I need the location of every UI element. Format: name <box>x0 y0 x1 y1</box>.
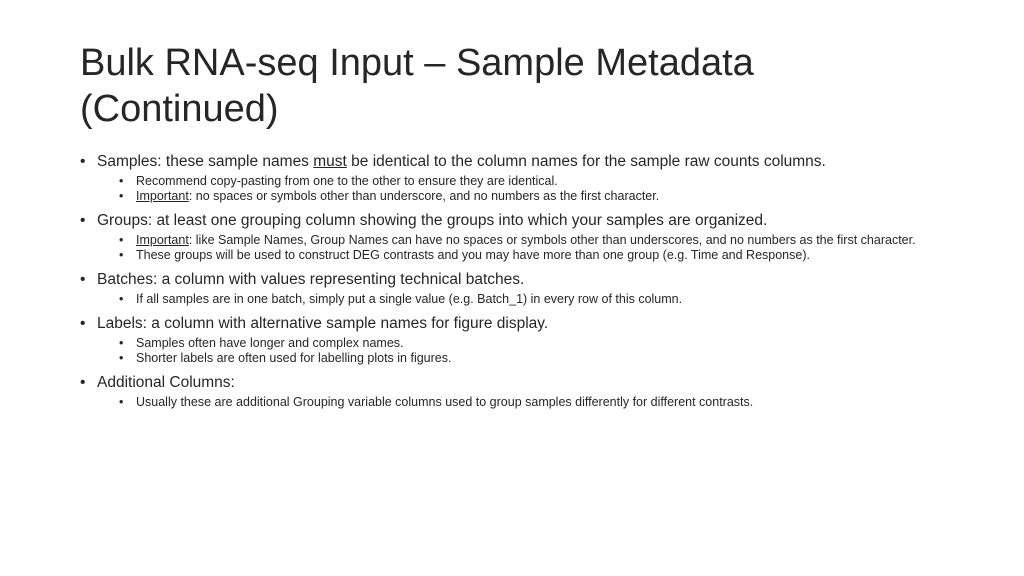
bullet-icon: • <box>119 248 124 262</box>
sub-bullet <box>119 395 960 409</box>
sub-bullet-lead: Important <box>136 233 189 247</box>
bullet-text-cont: be identical to the column names for the sample raw counts columns. <box>346 153 826 170</box>
bullet-icon: • <box>119 292 124 306</box>
bullet-icon: • <box>119 395 124 409</box>
sub-bullet-text: These groups will be used to construct DEG contrasts and you may have more than one group (e.g. Time and Response). <box>136 248 810 262</box>
bullet-text: Samples: these sample names <box>97 153 314 170</box>
sub-bullet <box>119 248 960 262</box>
bullet-icon: • <box>80 212 86 229</box>
bullet-icon: • <box>80 153 86 170</box>
sub-bullet-text: If all samples are in one batch, simply put a single value (e.g. Batch_1) in every row of this column. <box>136 292 683 306</box>
sub-bullet <box>119 351 960 365</box>
bullet-batches <box>80 270 960 306</box>
sub-bullet-lead: Important <box>136 189 189 203</box>
sub-bullet <box>119 292 960 306</box>
sub-bullet-list <box>97 336 960 365</box>
sub-bullet <box>119 233 960 247</box>
sub-bullet-list <box>97 233 960 262</box>
slide-title <box>80 40 980 132</box>
sub-bullet-text: Usually these are additional Grouping variable columns used to group samples differently for different contrasts. <box>136 395 754 409</box>
bullet-icon: • <box>119 233 124 247</box>
slide-title-line-1: Bulk RNA-seq Input – Sample Metadata <box>80 42 754 84</box>
bullet-icon: • <box>80 315 86 332</box>
bullet-icon: • <box>80 374 86 391</box>
bullet-groups <box>80 211 960 262</box>
bullet-icon: • <box>80 271 86 288</box>
sub-bullet <box>119 336 960 350</box>
slide-body <box>80 152 960 409</box>
sub-bullet-text: : no spaces or symbols other than underscore, and no numbers as the first character. <box>188 189 660 203</box>
sub-bullet-text: Shorter labels are often used for labelling plots in figures. <box>136 351 452 365</box>
bullet-text: Labels: a column with alternative sample names for figure display. <box>97 315 549 332</box>
bullet-emphasis: must <box>313 153 347 170</box>
bullet-text: Additional Columns: <box>97 374 235 391</box>
sub-bullet-list <box>97 174 960 203</box>
sub-bullet-list <box>97 292 960 306</box>
bullet-icon: • <box>119 174 124 188</box>
bullet-text: Batches: a column with values representing technical batches. <box>97 271 525 288</box>
sub-bullet-text: Samples often have longer and complex names. <box>136 336 404 350</box>
bullet-labels <box>80 314 960 365</box>
sub-bullet <box>119 189 960 203</box>
bullet-icon: • <box>119 336 124 350</box>
bullet-samples <box>80 152 960 203</box>
sub-bullet-text: Recommend copy-pasting from one to the other to ensure they are identical. <box>136 174 558 188</box>
bullet-additional-columns <box>80 373 960 409</box>
sub-bullet-text: : like Sample Names, Group Names can have no spaces or symbols other than underscores, and no numbers as the first character. <box>188 233 916 247</box>
bullet-text: Groups: at least one grouping column showing the groups into which your samples are organized. <box>97 212 768 229</box>
sub-bullet <box>119 174 960 188</box>
slide-title-line-2: (Continued) <box>80 88 279 130</box>
bullet-icon: • <box>119 189 124 203</box>
bullet-icon: • <box>119 351 124 365</box>
sub-bullet-list <box>97 395 960 409</box>
